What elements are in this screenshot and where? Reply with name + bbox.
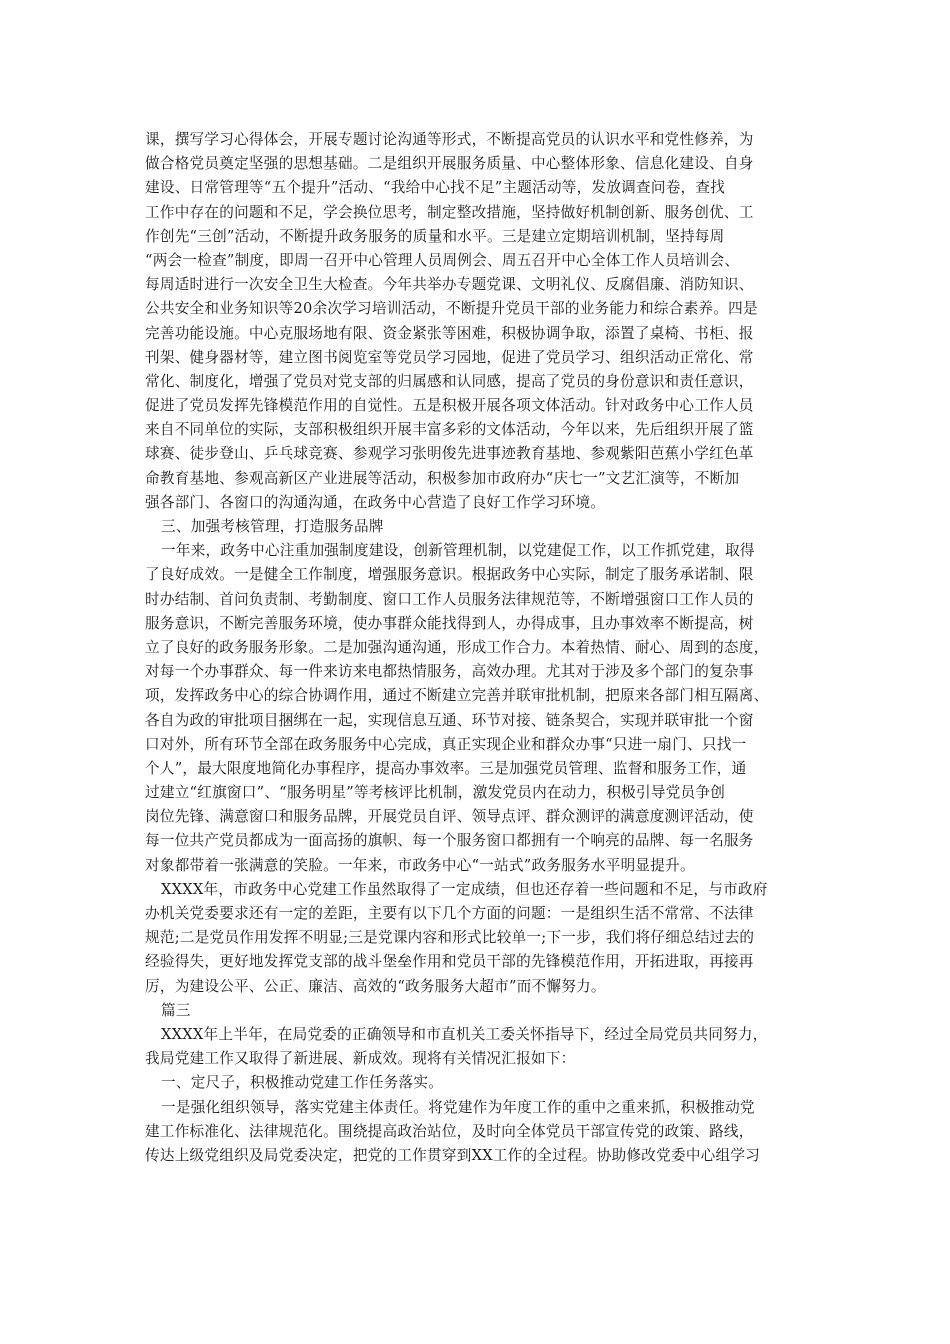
text-line: XXXX年，市政务中心党建工作虽然取得了一定成绩，但也还存着一些问题和不足，与市政府 bbox=[161, 880, 768, 898]
text-line: 对每一个办事群众、每一件来访来电都热情服务，高效办理。尤其对于涉及多个部门的复杂事 bbox=[145, 663, 754, 681]
text-line: 每周适时进行一次安全卫生大检查。今年共举办专题党课、文明礼仪、反腐倡廉、消防知识、 bbox=[145, 276, 754, 294]
text-line: 一年来，政务中心注重加强制度建设，创新管理机制，以党建促工作，以工作抓党建，取得 bbox=[161, 542, 755, 560]
text-line: 办机关党委要求还有一定的差距，主要有以下几个方面的问题：一是组织生活不常常、不法律 bbox=[145, 905, 754, 922]
text-line: 个人”，最大限度地简化办事程序，提高办事效率。三是加强党员管理、监督和服务工作，通 bbox=[145, 759, 747, 777]
text-line: 建工作标准化、法律规范化。围绕提高政治站位，及时向全体党员干部宣传党的政策、路线， bbox=[145, 1122, 754, 1140]
text-line: 一是强化组织领导，落实党建主体责任。将党建作为年度工作的重中之重来抓，积极推动党 bbox=[161, 1098, 755, 1116]
text-line: 公共安全和业务知识等20余次学习培训活动，不断提升党员干部的业务能力和综合素养。四是 bbox=[145, 300, 758, 318]
text-line: 过建立“红旗窗口”、“服务明星”等考核评比机制，激发党员内在动力，积极引导党员争创 bbox=[145, 784, 726, 802]
text-line: 传达上级党组织及局党委决定，把党的工作贯穿到XX工作的全过程。协助修改党委中心组学习 bbox=[145, 1146, 761, 1164]
text-line: 完善功能设施。中心克服场地有限、资金紧张等困难，积极协调争取，添置了桌椅、书柜、报 bbox=[145, 324, 754, 342]
text-line: 促进了党员发挥先锋模范作用的自觉性。五是积极开展各项文体活动。针对政务中心工作人员 bbox=[145, 397, 754, 415]
text-line: 一、定尺子，积极推动党建工作任务落实。 bbox=[161, 1074, 444, 1092]
text-line: 每一位共产党员都成为一面高扬的旗帜、每一个服务窗口都拥有一个响亮的品牌、每一名服务 bbox=[145, 832, 754, 850]
text-line: 做合格党员奠定坚强的思想基础。二是组织开展服务质量、中心整体形象、信息化建设、自身 bbox=[145, 155, 754, 173]
text-line: 工作中存在的问题和不足，学会换位思考，制定整改措施，坚持做好机制创新、服务创优、工 bbox=[145, 203, 754, 221]
text-line: 了良好成效。一是健全工作制度，增强服务意识。根据政务中心实际，制定了服务承诺制、限 bbox=[145, 566, 754, 584]
text-line: “两会一检查”制度，即周一召开中心管理人员周例会、周五召开中心全体工作人员培训会、 bbox=[145, 251, 740, 269]
text-line: 对象都带着一张满意的笑脸。一年来，市政务中心“一站式”政务服务水平明显提升。 bbox=[145, 856, 695, 874]
text-line: 篇三 bbox=[161, 1001, 191, 1019]
text-line: 厉，为建设公平、公正、廉洁、高效的“政务服务大超市”而不懈努力。 bbox=[145, 977, 606, 995]
text-line: 服务意识，不断完善服务环境，使办事群众能找得到人，办得成事，且办事效率不断提高，树 bbox=[145, 614, 754, 632]
document-body bbox=[145, 128, 815, 1168]
text-line: 建设、日常管理等“五个提升”活动、“我给中心找不足”主题活动等，发放调查问卷，查找 bbox=[145, 179, 726, 197]
text-line: 项，发挥政务中心的综合协调作用，通过不断建立完善并联审批机制，把原来各部门相互隔离、 bbox=[145, 687, 769, 705]
text-line: 作创先“三创”活动，不断提升政务服务的质量和水平。三是建立定期培训机制，坚持每周 bbox=[145, 227, 725, 245]
text-line: 来自不同单位的实际，支部积极组织开展丰富多彩的文体活动，今年以来，先后组织开展了篮 bbox=[145, 421, 754, 439]
text-line: 岗位先锋、满意窗口和服务品牌，开展党员自评、领导点评、群众测评的满意度测评活动，使 bbox=[145, 808, 754, 826]
text-line: 我局党建工作又取得了新进展、新成效。现将有关情况汇报如下： bbox=[145, 1050, 576, 1068]
text-line: 时办结制、首问负责制、考勤制度、窗口工作人员服务法律规范等，不断增强窗口工作人员的 bbox=[145, 590, 754, 608]
text-line: 常化、制度化，增强了党员对党支部的归属感和认同感，提高了党员的身份意识和责任意识， bbox=[145, 372, 754, 390]
text-line: 各自为政的审批项目捆绑在一起，实现信息互通、环节对接、链条契合，实现并联审批一个窗 bbox=[145, 711, 754, 729]
text-line: 命教育基地、参观高新区产业进展等活动，积极参加市政府办“庆七一”文艺汇演等，不断加 bbox=[145, 469, 740, 487]
text-line: XXXX年上半年，在局党委的正确领导和市直机关工委关怀指导下，经过全局党员共同努力， bbox=[161, 1025, 768, 1043]
text-line: 课，撰写学习心得体会，开展专题讨论沟通等形式，不断提高党员的认识水平和党性修养，为 bbox=[145, 131, 754, 148]
text-line: 规范;二是党员作用发挥不明显;三是党课内容和形式比较单一;下一步，我们将仔细总结过去的 bbox=[145, 929, 755, 947]
text-line: 三、加强考核管理，打造服务品牌 bbox=[161, 518, 384, 535]
text-line: 立了良好的政务服务形象。二是加强沟通沟通，形成工作合力。本着热情、耐心、周到的态度， bbox=[145, 638, 769, 656]
text-line: 经验得失，更好地发挥党支部的战斗堡垒作用和党员干部的先锋模范作用，开拓进取，再接再 bbox=[145, 953, 754, 971]
text-line: 强各部门、各窗口的沟通沟通，在政务中心营造了良好工作学习环境。 bbox=[145, 493, 606, 511]
text-line: 刊架、健身器材等，建立图书阅览室等党员学习园地，促进了党员学习、组织活动正常化、常 bbox=[145, 348, 754, 366]
text-line: 球赛、徒步登山、乒乓球竞赛、参观学习张明俊先进事迹教育基地、参观紫阳芭蕉小学红色革 bbox=[145, 445, 754, 463]
text-line: 口对外，所有环节全部在政务服务中心完成，真正实现企业和群众办事“只进一扇门、只找一 bbox=[145, 735, 747, 753]
